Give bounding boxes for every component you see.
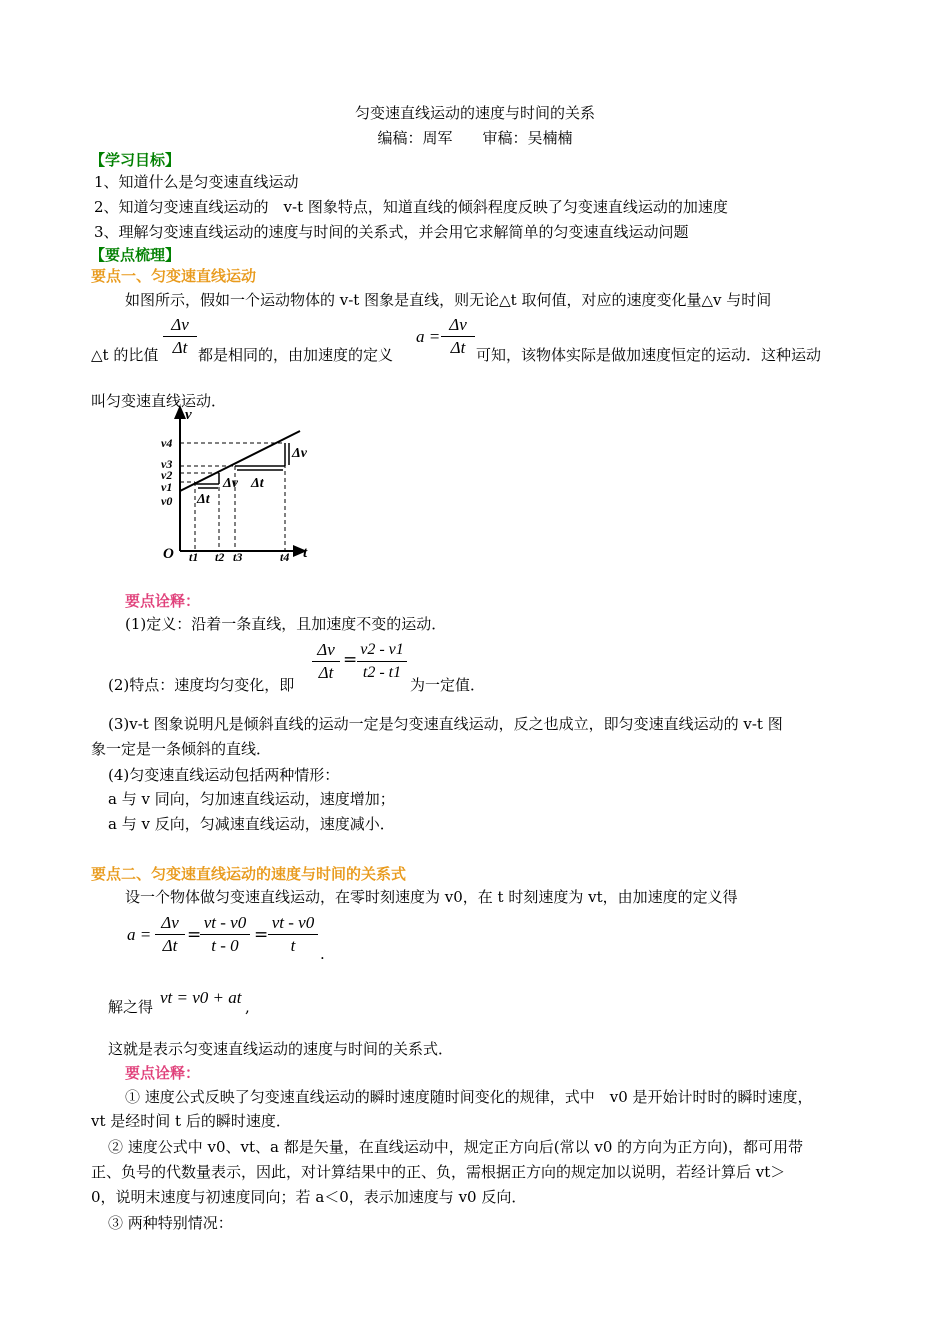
fraction-numerator: Δv (317, 640, 335, 659)
note-2c: 0，说明末速度与初速度同向；若 a＜0，表示加速度与 v0 反向． (91, 1188, 527, 1206)
point2-paragraph-3: 这就是表示匀变速直线运动的速度与时间的关系式． (108, 1040, 454, 1058)
v0-label: v0 (161, 494, 173, 508)
explain-item-2b: 为一定值． (410, 676, 486, 694)
fraction-numerator: Δv (161, 913, 179, 932)
solve-comma: , (245, 998, 250, 1016)
origin-label: O (163, 546, 174, 562)
eq-fraction-1 (155, 913, 185, 956)
y-axis-label: v (185, 407, 192, 423)
fraction-dv-dt (163, 315, 197, 358)
dv-label-small: Δv (223, 476, 238, 491)
point1-heading: 要点一、匀变速直线运动 (91, 267, 257, 285)
explain-item-5: a 与 v 同向，匀加速直线运动，速度增加； (108, 790, 395, 808)
vt-graph (155, 405, 320, 565)
goal-item-2: 2、知道匀变速直线运动的 v-t 图象特点，知道直线的倾斜程度反映了匀变速直线运动的加速度 (94, 198, 728, 216)
fraction-denominator: t2 - t1 (362, 664, 402, 681)
point1-explain-heading: 要点诠释： (125, 592, 201, 610)
t4-label: t4 (280, 550, 290, 564)
equals-sign: = (187, 925, 202, 945)
point1-paragraph-2b: 都是相同的，由加速度的定义 (198, 346, 394, 364)
fraction-dv-dt-2 (312, 640, 340, 683)
eq-fraction-3 (268, 913, 318, 956)
eq-a-symbol: a = (127, 925, 152, 944)
dt-label-small: Δt (197, 492, 210, 507)
x-axis-label: t (303, 545, 308, 561)
accel-symbol: a = (416, 327, 441, 346)
fraction-denominator: t (290, 936, 296, 955)
v1-label: v1 (161, 480, 173, 494)
dashed-guides (180, 443, 285, 551)
vt-line (180, 431, 300, 491)
eq-period: . (320, 945, 325, 963)
point2-heading: 要点二、匀变速直线运动的速度与时间的关系式 (91, 865, 407, 883)
explain-item-1: (1)定义：沿着一条直线，且加速度不变的运动． (125, 615, 447, 633)
point1-paragraph-3: 叫匀变速直线运动． (91, 392, 227, 410)
explain-item-4: (4)匀变速直线运动包括两种情形： (108, 766, 340, 784)
equals-sign: = (343, 650, 358, 670)
goal-item-3: 3、理解匀变速直线运动的速度与时间的关系式，并会用它求解简单的匀变速直线运动问题 (94, 223, 689, 241)
authors-line: 编稿：周军 审稿：吴楠楠 (377, 129, 573, 147)
dt-label-big: Δt (251, 476, 264, 491)
equals-sign: = (254, 925, 269, 945)
v4-label: v4 (161, 436, 173, 450)
eq-fraction-2 (200, 913, 250, 956)
fraction-v-diff (357, 640, 407, 683)
point2-paragraph-1: 设一个物体做匀变速直线运动，在零时刻速度为 v0，在 t 时刻速度为 vt，由加速度的定义得 (125, 888, 738, 906)
point1-paragraph-1: 如图所示，假如一个运动物体的 v-t 图象是直线，则无论△t 取何值，对应的速度变化量△v 与时间 (125, 291, 772, 309)
note-3: ③ 两种特别情况： (108, 1214, 233, 1232)
note-1a: ① 速度公式反映了匀变速直线运动的瞬时速度随时间变化的规律，式中 v0 是开始计时时的瞬时速度， (125, 1088, 813, 1106)
dv-label-big: Δv (292, 446, 307, 461)
point2-explain-heading: 要点诠释： (125, 1064, 201, 1082)
fraction-numerator: vt - v0 (203, 913, 247, 932)
big-triangle (235, 443, 289, 470)
fraction-accel-def (441, 315, 475, 358)
t2-label: t2 (215, 550, 225, 564)
goals-heading: 【学习目标】 (90, 151, 181, 169)
goal-item-1: 1、知道什么是匀变速直线运动 (94, 173, 299, 191)
t1-label: t1 (189, 550, 199, 564)
v2-label: v2 (161, 468, 173, 482)
fraction-denominator: Δt (318, 663, 334, 682)
explain-item-2a: (2)特点：速度均匀变化，即 (108, 676, 295, 694)
note-2a: ② 速度公式中 v0、vt、a 都是矢量，在直线运动中，规定正方向后(常以 v0 的方向为正方向)，都可用带 (108, 1138, 804, 1156)
fraction-numerator: Δv (171, 315, 189, 334)
small-triangle (195, 473, 219, 488)
solve-equation: vt = v0 + at (160, 988, 242, 1007)
fraction-denominator: t - 0 (211, 936, 239, 955)
explain-item-3a: (3)v-t 图象说明凡是倾斜直线的运动一定是匀变速直线运动，反之也成立，即匀变速直线运动的 v-t 图 (108, 715, 783, 733)
fraction-numerator: v2 - v1 (360, 641, 404, 658)
summary-heading: 【要点梳理】 (90, 246, 181, 264)
fraction-denominator: Δt (450, 338, 466, 357)
fraction-denominator: Δt (162, 936, 178, 955)
fraction-numerator: vt - v0 (271, 913, 315, 932)
point1-paragraph-2c: 可知，该物体实际是做加速度恒定的运动．这种运动 (476, 346, 822, 364)
note-1b: vt 是经时间 t 后的瞬时速度． (91, 1112, 291, 1130)
explain-item-3b: 象一定是一条倾斜的直线． (91, 740, 272, 758)
note-2b: 正、负号的代数量表示，因此，对计算结果中的正、负，需根据正方向的规定加以说明，若经计算后 vt＞ (91, 1163, 786, 1181)
explain-item-6: a 与 v 反向，匀减速直线运动，速度减小． (108, 815, 395, 833)
point1-paragraph-2a: △t 的比值 (91, 346, 159, 364)
v3-label: v3 (161, 457, 173, 471)
fraction-denominator: Δt (172, 338, 188, 357)
page-title: 匀变速直线运动的速度与时间的关系 (354, 104, 595, 122)
solve-label: 解之得 (108, 998, 154, 1016)
t3-label: t3 (233, 550, 243, 564)
fraction-numerator: Δv (449, 315, 467, 334)
